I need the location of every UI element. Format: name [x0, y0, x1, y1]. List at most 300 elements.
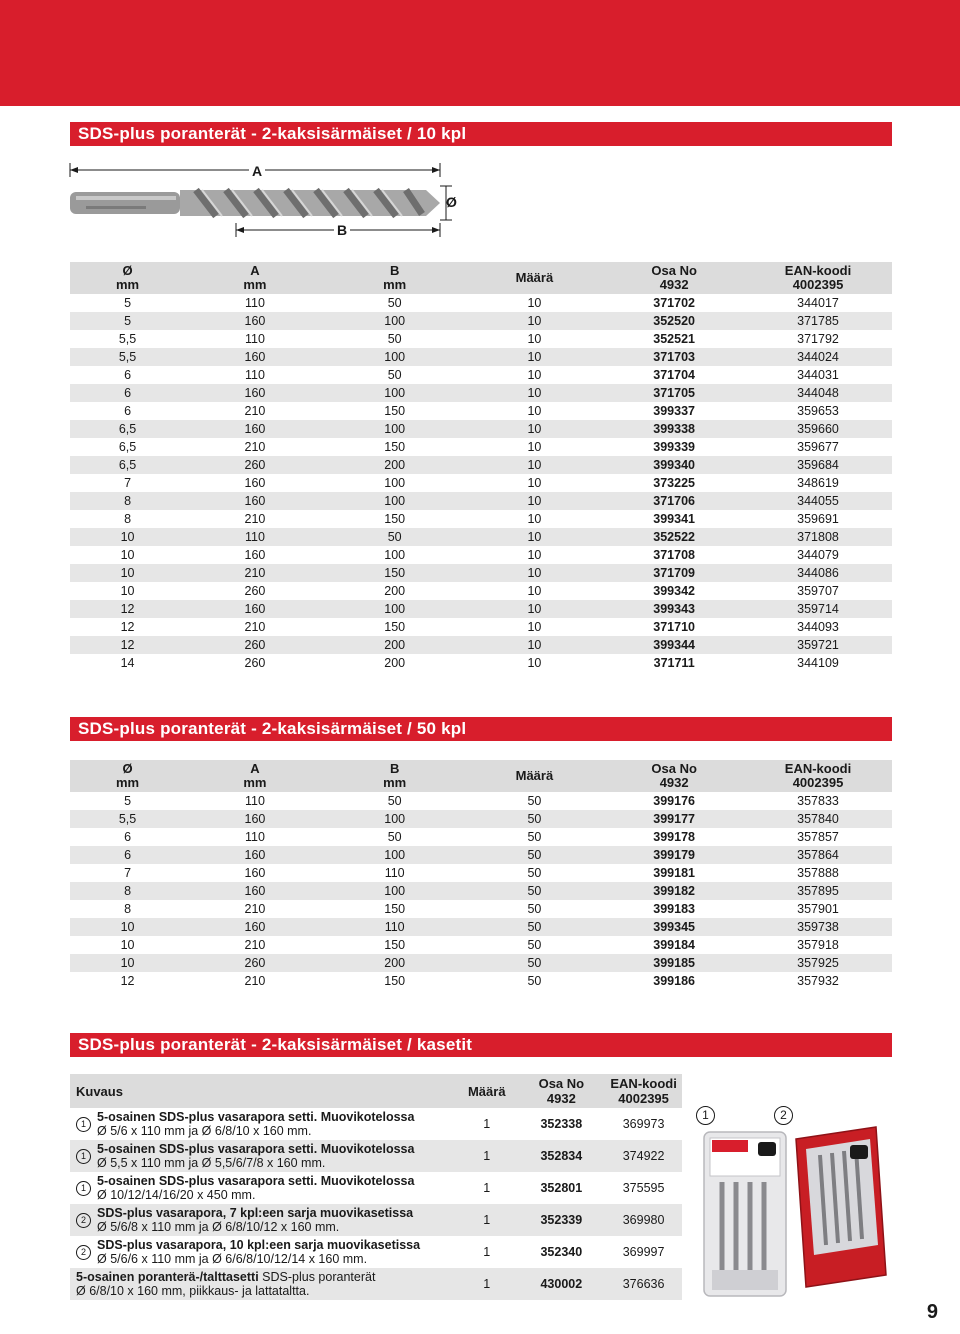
table-cell: 8: [70, 510, 185, 528]
table-cell: 399345: [604, 918, 744, 936]
table-row: [70, 366, 892, 384]
column-header-line1: EAN-koodi: [784, 761, 852, 776]
description-detail: Ø 5,5 x 110 mm ja Ø 5,5/6/7/8 x 160 mm.: [97, 1156, 326, 1170]
table-cell: 359677: [744, 438, 892, 456]
spec-table-10kpl: [70, 262, 892, 672]
column-header-line2: 4932: [659, 775, 689, 790]
table-row: [70, 636, 892, 654]
table-cell: 10: [465, 618, 605, 636]
table-cell: 160: [185, 600, 325, 618]
table-cell: 12: [70, 636, 185, 654]
table-cell: 210: [185, 438, 325, 456]
col-ean: [605, 1074, 682, 1108]
table-row: [70, 492, 892, 510]
table-cell: 10: [465, 564, 605, 582]
column-header-line2: mm: [115, 277, 140, 292]
table-cell: 10: [465, 330, 605, 348]
column-header-line2: 4002395: [792, 775, 844, 790]
table-cell: 10: [70, 582, 185, 600]
table-row: [70, 810, 892, 828]
table-cell: 7: [70, 474, 185, 492]
dimension-label-diameter: Ø: [446, 194, 457, 210]
description-detail: Ø 6/8/10 x 160 mm, piikkaus- ja lattataltta.: [76, 1284, 310, 1298]
column-header-line2: mm: [383, 775, 407, 790]
column-header-line1: Ø: [122, 761, 133, 776]
table-cell: 100: [325, 600, 465, 618]
description-detail: Ø 5/6 x 110 mm ja Ø 6/8/10 x 160 mm.: [97, 1124, 312, 1138]
table-cell: 6: [70, 366, 185, 384]
table-cell: 150: [325, 972, 465, 990]
column-header-line1: B: [389, 761, 400, 776]
table-cell: 399344: [604, 636, 744, 654]
table-row: [70, 828, 892, 846]
table-cell: 357925: [744, 954, 892, 972]
column-header: [744, 262, 892, 294]
column-header-line2: 4002395: [792, 277, 844, 292]
part-number-cell: 352834: [517, 1140, 605, 1172]
table-cell: 110: [185, 528, 325, 546]
table-cell: 399177: [604, 810, 744, 828]
section-title-kasetit: SDS-plus poranterät - 2-kaksisärmäiset / kasetit: [70, 1033, 892, 1057]
table-cell: 344079: [744, 546, 892, 564]
table-cell: 100: [325, 882, 465, 900]
table-row: [70, 456, 892, 474]
table-cell: 50: [465, 810, 605, 828]
top-brand-band: [0, 0, 960, 106]
table-cell: 50: [465, 936, 605, 954]
column-header-line1: Ø: [122, 263, 133, 278]
column-header-line1: EAN-koodi: [784, 263, 852, 278]
table-cell: 357932: [744, 972, 892, 990]
table-row: [70, 1140, 682, 1172]
table-cell: 50: [465, 846, 605, 864]
spec-table-50kpl: [70, 760, 892, 990]
table-cell: 110: [185, 330, 325, 348]
table-cell: 371710: [604, 618, 744, 636]
table-cell: 371785: [744, 312, 892, 330]
table-cell: 100: [325, 810, 465, 828]
table-row: [70, 1108, 682, 1140]
description-cell: [70, 1172, 456, 1204]
table-cell: 50: [325, 366, 465, 384]
col-kuvaus: Kuvaus: [70, 1074, 456, 1108]
table-cell: 359738: [744, 918, 892, 936]
table-cell: 50: [465, 972, 605, 990]
table-cell: 399178: [604, 828, 744, 846]
table-row: [70, 600, 892, 618]
table-cell: 50: [465, 864, 605, 882]
table-cell: 50: [465, 792, 605, 810]
table-row: [70, 510, 892, 528]
column-header-line1: Määrä: [515, 768, 554, 783]
page-number: 9: [926, 1301, 938, 1323]
table-cell: 399340: [604, 456, 744, 474]
table-cell: 357840: [744, 810, 892, 828]
table-cell: 10: [70, 546, 185, 564]
table-cell: 399186: [604, 972, 744, 990]
table-cell: 160: [185, 846, 325, 864]
table-cell: 100: [325, 420, 465, 438]
table-cell: 5: [70, 312, 185, 330]
table-row: [70, 582, 892, 600]
table-cell: 210: [185, 900, 325, 918]
table-cell: 10: [465, 402, 605, 420]
table-row: [70, 546, 892, 564]
table-cell: 50: [325, 294, 465, 312]
column-header: [185, 760, 325, 792]
description-detail: Ø 10/12/14/16/20 x 450 mm.: [97, 1188, 256, 1202]
table-cell: 371702: [604, 294, 744, 312]
description-title-rest: SDS-plus poranterät: [258, 1270, 376, 1284]
table-cell: 357895: [744, 882, 892, 900]
table-cell: 352521: [604, 330, 744, 348]
ean-cell: 375595: [622, 1181, 665, 1195]
table-cell: 260: [185, 636, 325, 654]
table-cell: 10: [465, 384, 605, 402]
table-cell: 110: [185, 792, 325, 810]
column-header-line2: 4932: [659, 277, 689, 292]
description-title: 5-osainen poranterä-/talttasetti: [76, 1270, 259, 1284]
table-cell: 10: [70, 564, 185, 582]
table-cell: 371708: [604, 546, 744, 564]
column-header: [70, 760, 185, 792]
table-cell: 399342: [604, 582, 744, 600]
table-cell: 399182: [604, 882, 744, 900]
dimension-label-a: A: [249, 163, 265, 179]
table-cell: 50: [465, 918, 605, 936]
table-cell: 10: [70, 918, 185, 936]
set-marker: 2: [76, 1245, 91, 1260]
table-row: [70, 474, 892, 492]
table-cell: 10: [70, 954, 185, 972]
table-cell: 50: [325, 330, 465, 348]
table-cell: 50: [465, 954, 605, 972]
table-cell: 160: [185, 918, 325, 936]
col-osa-l2: 4932: [546, 1091, 576, 1106]
quantity-cell: 1: [456, 1268, 517, 1300]
quantity-cell: 1: [456, 1140, 517, 1172]
table-cell: 359721: [744, 636, 892, 654]
table-cell: 150: [325, 438, 465, 456]
section-title-50kpl: SDS-plus poranterät - 2-kaksisärmäiset / 50 kpl: [70, 717, 892, 741]
table-cell: 10: [465, 546, 605, 564]
table-cell: 352522: [604, 528, 744, 546]
table-cell: 110: [325, 918, 465, 936]
table-row: [70, 1268, 682, 1300]
set-marker: 1: [76, 1181, 91, 1196]
cassette-table: [70, 1074, 682, 1300]
table-cell: 160: [185, 474, 325, 492]
table-row: [70, 864, 892, 882]
quantity-cell: 1: [483, 1117, 491, 1131]
column-header-line1: Osa No: [651, 263, 697, 278]
table-cell: 371703: [604, 348, 744, 366]
table-cell: 10: [465, 654, 605, 672]
table-cell: 14: [70, 654, 185, 672]
product-photo-red-case: [790, 1125, 890, 1290]
description-title: 5-osainen SDS-plus vasarapora setti. Muovikotelossa: [97, 1174, 415, 1188]
table-cell: 357888: [744, 864, 892, 882]
table-cell: 359684: [744, 456, 892, 474]
table-cell: 399343: [604, 600, 744, 618]
table-cell: 5: [70, 792, 185, 810]
table-cell: 210: [185, 402, 325, 420]
table-cell: 399176: [604, 792, 744, 810]
table-cell: 399185: [604, 954, 744, 972]
table-cell: 100: [325, 474, 465, 492]
section-title-10kpl: SDS-plus poranterät - 2-kaksisärmäiset / 10 kpl: [70, 122, 892, 146]
table-cell: 344024: [744, 348, 892, 366]
description-title: 5-osainen SDS-plus vasarapora setti. Muovikotelossa: [97, 1142, 415, 1156]
table-cell: 8: [70, 882, 185, 900]
table-row: [70, 954, 892, 972]
column-header-line2: mm: [243, 277, 267, 292]
table-cell: 371792: [744, 330, 892, 348]
column-header-line2: mm: [383, 277, 407, 292]
table-cell: 359691: [744, 510, 892, 528]
product-photo-plastic-case: [700, 1130, 790, 1300]
table-cell: 5,5: [70, 348, 185, 366]
table-cell: 260: [185, 654, 325, 672]
table-cell: 160: [185, 348, 325, 366]
table-cell: 344017: [744, 294, 892, 312]
table-cell: 100: [325, 492, 465, 510]
table-cell: 50: [465, 882, 605, 900]
table-cell: 352520: [604, 312, 744, 330]
table-cell: 357918: [744, 936, 892, 954]
table-cell: 150: [325, 618, 465, 636]
col-maara: Määrä: [456, 1074, 517, 1108]
table-cell: 7: [70, 864, 185, 882]
part-number-cell: 352801: [540, 1181, 583, 1195]
table-row: [70, 1204, 682, 1236]
table-row: [70, 330, 892, 348]
table-cell: 6,5: [70, 420, 185, 438]
ean-cell: 374922: [605, 1140, 682, 1172]
description-title: SDS-plus vasarapora, 10 kpl:een sarja muovikasetissa: [97, 1238, 421, 1252]
table-cell: 210: [185, 510, 325, 528]
table-cell: 10: [465, 492, 605, 510]
table-cell: 150: [325, 564, 465, 582]
table-cell: 10: [465, 294, 605, 312]
table-row: [70, 402, 892, 420]
description-cell: [70, 1204, 456, 1236]
table-cell: 10: [465, 636, 605, 654]
table-header-row: [70, 1074, 682, 1108]
column-header-line2: mm: [243, 775, 267, 790]
table-row: [70, 1172, 682, 1204]
ean-cell: 369980: [605, 1204, 682, 1236]
table-cell: 6: [70, 402, 185, 420]
table-row: [70, 528, 892, 546]
table-cell: 110: [185, 366, 325, 384]
table-row: [70, 564, 892, 582]
table-cell: 260: [185, 456, 325, 474]
table-row: [70, 294, 892, 312]
table-cell: 210: [185, 564, 325, 582]
table-cell: 160: [185, 384, 325, 402]
part-number-cell: 352339: [517, 1204, 605, 1236]
table-row: [70, 900, 892, 918]
table-row: [70, 882, 892, 900]
table-cell: 359707: [744, 582, 892, 600]
drill-illustration: [66, 160, 466, 240]
column-header: [465, 262, 605, 294]
photo-marker-2: 2: [774, 1106, 793, 1125]
table-cell: 6: [70, 384, 185, 402]
description-detail: Ø 5/6/8 x 110 mm ja Ø 6/8/10/12 x 160 mm.: [97, 1220, 340, 1234]
table-cell: 10: [465, 510, 605, 528]
table-cell: 150: [325, 510, 465, 528]
table-cell: 371706: [604, 492, 744, 510]
table-cell: 10: [465, 528, 605, 546]
set-marker: 1: [76, 1149, 91, 1164]
table-cell: 344086: [744, 564, 892, 582]
table-cell: 200: [325, 636, 465, 654]
table-cell: 50: [325, 828, 465, 846]
table-cell: 100: [325, 546, 465, 564]
col-ean-l1: EAN-koodi: [610, 1076, 677, 1091]
table-cell: 12: [70, 600, 185, 618]
column-header-line1: A: [250, 761, 260, 776]
table-row: [70, 420, 892, 438]
table-cell: 399181: [604, 864, 744, 882]
description-cell: [70, 1108, 456, 1140]
table-cell: 344055: [744, 492, 892, 510]
column-header: [604, 760, 744, 792]
table-cell: 260: [185, 954, 325, 972]
table-cell: 359714: [744, 600, 892, 618]
table-cell: 50: [465, 828, 605, 846]
table-cell: 12: [70, 618, 185, 636]
table-cell: 399341: [604, 510, 744, 528]
table-cell: 6: [70, 828, 185, 846]
table-cell: 160: [185, 312, 325, 330]
column-header-line1: A: [250, 263, 260, 278]
set-marker: 1: [76, 1117, 91, 1132]
table-row: [70, 936, 892, 954]
table-header-row: [70, 262, 892, 294]
table-cell: 10: [465, 582, 605, 600]
table-cell: 260: [185, 582, 325, 600]
table-cell: 10: [70, 528, 185, 546]
table-cell: 100: [325, 384, 465, 402]
column-header: [604, 262, 744, 294]
table-row: [70, 312, 892, 330]
table-cell: 160: [185, 492, 325, 510]
table-cell: 357857: [744, 828, 892, 846]
ean-cell: 376636: [605, 1268, 682, 1300]
column-header: [70, 262, 185, 294]
table-cell: 344109: [744, 654, 892, 672]
table-cell: 371709: [604, 564, 744, 582]
table-cell: 110: [325, 864, 465, 882]
table-cell: 344048: [744, 384, 892, 402]
table-cell: 160: [185, 882, 325, 900]
column-header-line1: Määrä: [515, 270, 554, 285]
table-cell: 200: [325, 582, 465, 600]
table-cell: 371705: [604, 384, 744, 402]
col-osa-l1: Osa No: [538, 1076, 585, 1091]
table-cell: 6,5: [70, 456, 185, 474]
table-cell: 150: [325, 936, 465, 954]
table-cell: 100: [325, 846, 465, 864]
table-cell: 210: [185, 618, 325, 636]
table-cell: 160: [185, 864, 325, 882]
description-cell: [70, 1236, 456, 1268]
column-header-line1: Osa No: [651, 761, 697, 776]
table-cell: 399338: [604, 420, 744, 438]
table-cell: 10: [465, 420, 605, 438]
quantity-cell: 1: [456, 1204, 517, 1236]
table-cell: 200: [325, 654, 465, 672]
table-cell: 10: [465, 600, 605, 618]
table-cell: 6,5: [70, 438, 185, 456]
table-cell: 359653: [744, 402, 892, 420]
table-row: [70, 438, 892, 456]
table-cell: 10: [465, 456, 605, 474]
table-row: [70, 918, 892, 936]
table-cell: 200: [325, 954, 465, 972]
column-header: [185, 262, 325, 294]
table-cell: 6: [70, 846, 185, 864]
table-cell: 399183: [604, 900, 744, 918]
col-osa: [517, 1074, 605, 1108]
quantity-cell: 1: [483, 1245, 491, 1259]
table-cell: 10: [465, 366, 605, 384]
table-cell: 399337: [604, 402, 744, 420]
table-cell: 160: [185, 546, 325, 564]
column-header-line2: mm: [115, 775, 140, 790]
table-cell: 371808: [744, 528, 892, 546]
col-ean-l2: 4002395: [618, 1091, 669, 1106]
table-cell: 5: [70, 294, 185, 312]
description-title: 5-osainen SDS-plus vasarapora setti. Muovikotelossa: [97, 1110, 415, 1124]
ean-cell: 369997: [622, 1245, 665, 1259]
description-detail: Ø 5/6/6 x 110 mm ja Ø 6/6/8/10/12/14 x 160 mm.: [97, 1252, 368, 1266]
description-cell: [70, 1268, 456, 1300]
table-cell: 348619: [744, 474, 892, 492]
table-row: [70, 792, 892, 810]
table-cell: 344031: [744, 366, 892, 384]
table-cell: 10: [465, 474, 605, 492]
table-cell: 8: [70, 900, 185, 918]
column-header: [325, 760, 465, 792]
ean-cell: 369973: [622, 1117, 665, 1131]
column-header: [465, 760, 605, 792]
table-cell: 210: [185, 936, 325, 954]
set-marker: 2: [76, 1213, 91, 1228]
table-cell: 210: [185, 972, 325, 990]
table-row: [70, 654, 892, 672]
table-cell: 344093: [744, 618, 892, 636]
table-cell: 110: [185, 828, 325, 846]
table-row: [70, 1236, 682, 1268]
table-cell: 357833: [744, 792, 892, 810]
part-number-cell: 352338: [540, 1117, 583, 1131]
table-cell: 150: [325, 900, 465, 918]
table-cell: 200: [325, 456, 465, 474]
photo-marker-1: 1: [696, 1106, 715, 1125]
table-row: [70, 384, 892, 402]
table-cell: 150: [325, 402, 465, 420]
quantity-cell: 1: [483, 1181, 491, 1195]
table-row: [70, 972, 892, 990]
table-cell: 373225: [604, 474, 744, 492]
table-cell: 359660: [744, 420, 892, 438]
table-cell: 399184: [604, 936, 744, 954]
table-header-row: [70, 760, 892, 792]
